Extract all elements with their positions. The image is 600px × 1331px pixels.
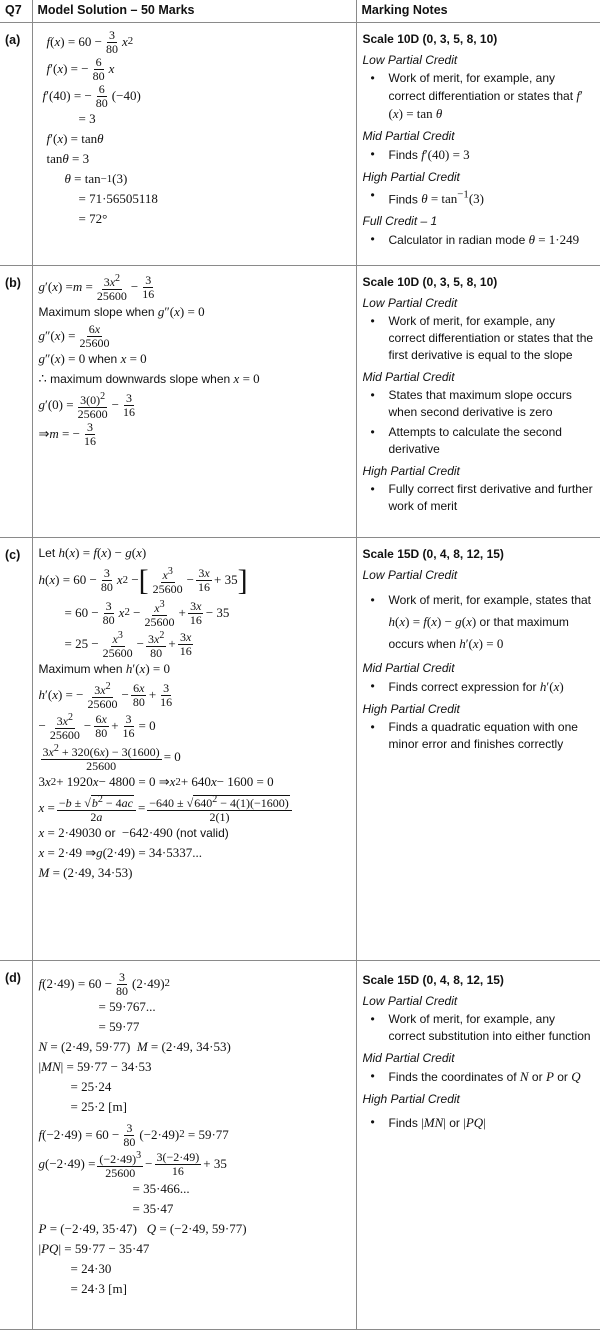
note-bullet: • Work of merit, for example, states that h(x) = f(x) − g(x) or that maximum occurs when h′(x) = 0 — [363, 590, 595, 655]
part-d-row — [0, 960, 600, 1329]
scale-heading: Scale 15D (0, 4, 8, 12, 15) — [362, 972, 504, 987]
solution-line: 3 x 2 + 1920 x − 4800 = 0 ⇒ x 2 + 640 x − 1600 = 0 — [38, 774, 274, 790]
note-bullet: • Finds f′(40) = 3 — [363, 146, 595, 164]
part-d-notes — [356, 960, 600, 1329]
solution-line: = 25·24 — [70, 1079, 112, 1095]
note-bullet: • Work of merit, for example, any correct differentiation or states that the first derivative is equal to the slope — [363, 313, 595, 364]
part-c-solution — [32, 537, 356, 960]
note-bullet: • Finds $\theta = \tan^{-1}(3)$ — [363, 187, 595, 208]
solution-line: Maximum slope when g″(x) = 0 — [38, 304, 205, 320]
part-b-solution — [32, 265, 356, 537]
part-label: (c) — [0, 537, 32, 960]
mid-partial-credit-heading: Mid Partial Credit — [362, 1050, 455, 1065]
solution-line: h ( x ) = 60 − $\frac{3}{80}$ x 2 − [ $\frac{x^3}{25600}$ − $\frac{3x}{16}$ + 35 ] — [38, 563, 248, 597]
solution-line: tan θ = 3 — [46, 151, 90, 167]
solution-line: f (2·49) = 60 − $\frac{3}{80}$ (2·49) 2 — [38, 969, 170, 998]
high-partial-credit-heading: High Partial Credit — [362, 463, 460, 478]
solution-line: f ′( x ) = − $\frac{6}{80}$ x — [46, 54, 115, 83]
solution-line: f ′( x ) = tan θ — [46, 131, 104, 147]
solution-line: = 3 — [78, 111, 96, 127]
scale-heading: Scale 15D (0, 4, 8, 12, 15) — [362, 546, 504, 561]
note-bullet: • Work of merit, for example, any correct substitution into either function — [363, 1011, 595, 1045]
note-bullet: • Finds correct expression for h′(x) — [363, 678, 595, 696]
mid-partial-credit-heading: Mid Partial Credit — [362, 660, 455, 675]
scale-heading: Scale 10D (0, 3, 5, 8, 10) — [362, 31, 498, 46]
high-partial-credit-heading: High Partial Credit — [362, 169, 460, 184]
full-credit-heading: Full Credit – 1 — [362, 213, 438, 228]
part-a-notes — [356, 22, 600, 265]
solution-line: x = $\frac{-b \pm √b^2 - 4ac}{2a}$ = $\frac{-640 \pm √640^2 - 4(1)(-1600)}{2(1)}$ — [39, 793, 350, 824]
note-bullet: • Fully correct first derivative and further work of merit — [363, 481, 595, 515]
low-partial-credit-heading: Low Partial Credit — [362, 567, 458, 582]
solution-line: f ′(40) = − $\frac{6}{80}$ (−40) — [42, 81, 141, 110]
part-c-row — [0, 537, 600, 960]
solution-line: Let h(x) = f(x) − g(x) — [38, 545, 147, 561]
solution-line: x = 2·49030 or −642·490 (not valid) — [38, 825, 229, 841]
high-partial-credit-heading: High Partial Credit — [362, 1091, 460, 1106]
low-partial-credit-heading: Low Partial Credit — [362, 52, 458, 67]
note-bullet: • Finds |MN| or |PQ| — [363, 1114, 595, 1132]
solution-line: g″(x) = 0 when x = 0 — [38, 351, 147, 367]
solution-line: g ′(0) = $\frac{3(0)^2}{25600}$ − $\frac{3}{16}$ — [38, 390, 135, 421]
solution-line: f (−2·49) = 60 − $\frac{3}{80}$ (−2·49) 2 = 59·77 — [38, 1120, 229, 1149]
solution-line: g ′( x ) = m = $\frac{3x^2}{25600}$ − $\frac{3}{16}$ — [38, 272, 155, 303]
solution-line: M = (2·49, 34·53) — [38, 865, 133, 881]
solution-line: θ = tan −1 (3) — [64, 171, 128, 187]
solution-line: = 60 − $\frac{3}{80}$ x 2 − $\frac{x^3}{25600}$ + $\frac{3x}{16}$ − 35 — [64, 598, 230, 629]
header-row — [0, 0, 600, 22]
header-question: Q7 — [0, 0, 32, 22]
part-label: (d) — [0, 960, 32, 1329]
solution-line: | PQ | = 59·77 − 35·47 — [38, 1241, 150, 1257]
solution-line: P = (−2·49, 35·47) Q = (−2·49, 59·77) — [38, 1221, 247, 1237]
solution-line: = 25·2 [m] — [70, 1099, 127, 1115]
solution-line: = 35·466... — [132, 1181, 190, 1197]
high-partial-credit-heading: High Partial Credit — [362, 701, 460, 716]
solution-line: f ( x ) = 60 − $\frac{3}{80}$ x 2 — [46, 27, 134, 56]
low-partial-credit-heading: Low Partial Credit — [362, 993, 458, 1008]
solution-line: h ′( x ) = − $\frac{3x^2}{25600}$ − $\frac{6x}{80}$ + $\frac{3}{16}$ — [38, 680, 173, 711]
part-b-row — [0, 265, 600, 537]
solution-line: ∴ maximum downwards slope when x = 0 — [38, 371, 260, 387]
part-a-row — [0, 22, 600, 265]
solution-line: ⇒ m = − $\frac{3}{16}$ — [38, 419, 96, 448]
solution-line: = 59·77 — [98, 1019, 140, 1035]
part-a-solution — [32, 22, 356, 265]
solution-line: $\frac{3x^2 + 320(6x) - 3(1600)}{25600}$ = 0 — [42, 742, 181, 773]
mid-partial-credit-heading: Mid Partial Credit — [362, 369, 455, 384]
header-model-solution: Model Solution – 50 Marks — [32, 0, 356, 22]
note-bullet: • Work of merit, for example, any correct differentiation or states that f′(x) = tan θ — [363, 70, 595, 123]
part-d-solution — [32, 960, 356, 1329]
solution-line: Maximum when h′(x) = 0 — [38, 661, 170, 677]
solution-line: N = (2·49, 59·77) M = (2·49, 34·53) — [38, 1039, 231, 1055]
mid-partial-credit-heading: Mid Partial Credit — [362, 128, 455, 143]
part-label: (a) — [0, 22, 32, 265]
solution-line: = 24·30 — [70, 1261, 112, 1277]
part-c-notes — [356, 537, 600, 960]
header-marking-notes: Marking Notes — [356, 0, 600, 22]
solution-line: = 35·47 — [132, 1201, 174, 1217]
note-bullet: • Finds the coordinates of N or P or Q — [363, 1068, 595, 1086]
note-bullet: • Calculator in radian mode θ = 1·249 — [363, 231, 595, 249]
solution-line: x = 2·49 ⇒ g (2·49) = 34·5337... — [38, 845, 202, 861]
solution-line: = 72° — [78, 211, 108, 227]
part-b-notes — [356, 265, 600, 537]
low-partial-credit-heading: Low Partial Credit — [362, 295, 458, 310]
scale-heading: Scale 10D (0, 3, 5, 8, 10) — [362, 274, 498, 289]
solution-line: = 25 − $\frac{x^3}{25600}$ − $\frac{3x^2}{80}$ + $\frac{3x}{16}$ — [64, 629, 192, 660]
note-bullet: • States that maximum slope occurs when second derivative is zero — [363, 387, 595, 421]
solution-line: g ″( x ) = $\frac{6x}{25600}$ — [38, 321, 110, 350]
solution-line: = 24·3 [m] — [70, 1281, 127, 1297]
solution-line: | MN | = 59·77 − 34·53 — [38, 1059, 152, 1075]
solution-line: g (−2·49) = $\frac{(-2\cdot 49)^3}{25600}$ − $\frac{3(-2\cdot 49)}{16}$ + 35 — [38, 1149, 227, 1180]
solution-line: = 71·56505118 — [78, 191, 158, 207]
solution-line: = 59·767... — [98, 999, 156, 1015]
note-bullet: • Finds a quadratic equation with one minor error and finishes correctly — [363, 719, 595, 753]
part-label: (b) — [0, 265, 32, 537]
note-bullet: • Attempts to calculate the second derivative — [363, 424, 595, 458]
solution-line: − $\frac{3x^2}{25600}$ − $\frac{6x}{80}$ + $\frac{3}{16}$ = 0 — [38, 711, 156, 742]
